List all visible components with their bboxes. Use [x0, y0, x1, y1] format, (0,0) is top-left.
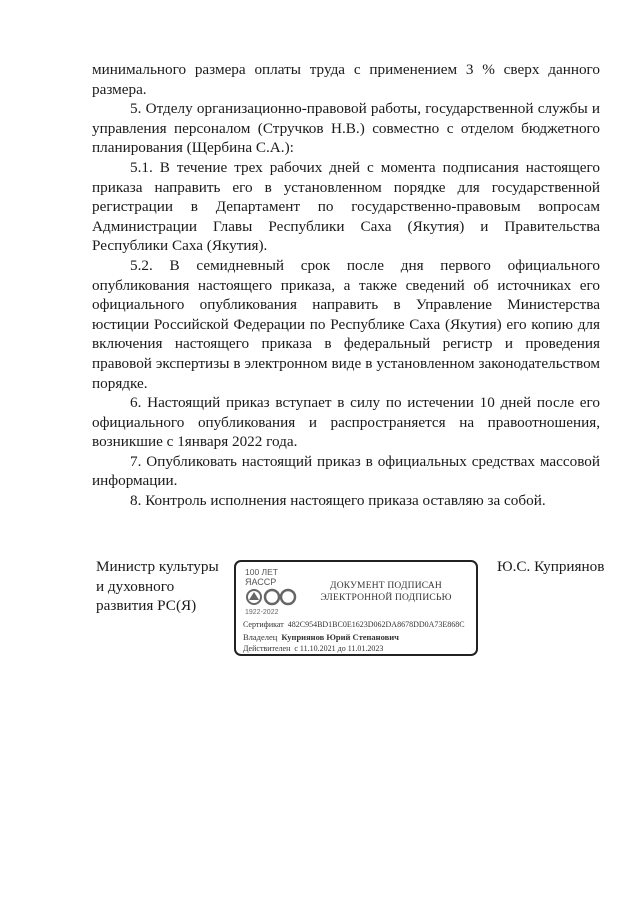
validity-line [243, 644, 383, 653]
signer-position-line: Министр культуры [96, 558, 219, 575]
validity-value: с 11.10.2021 до 11.01.2023 [294, 644, 384, 653]
logo-text-mid: ЯАССР [245, 577, 277, 587]
signer-name: Ю.С. Куприянов [497, 558, 605, 575]
paragraph-item-7: 7. Опубликовать настоящий приказ в официальных средствах массовой информации. [92, 452, 600, 490]
signer-position [96, 557, 219, 616]
paragraph-item-5-1: 5.1. В течение трех рабочих дней с момента подписания настоящего приказа направить его в установленном порядке для государственной регистрации в Департамент по государственно-правовым вопросам Администрации Главы Республики Саха (Якутия) и Правительства Республики Саха (Якутия). [92, 158, 600, 255]
certificate-label: Сертификат [243, 620, 284, 629]
stamp-title-line: ЭЛЕКТРОННОЙ ПОДПИСЬЮ [320, 593, 452, 603]
stamp-title-line: ДОКУМЕНТ ПОДПИСАН [330, 581, 442, 591]
paragraph-item-6: 6. Настоящий приказ вступает в силу по истечении 10 дней после его официального опубликования и распространяется на правоотношения, возникшие с 1января 2022 года. [92, 394, 600, 451]
paragraph-item-8: 8. Контроль исполнения настоящего приказа оставляю за собой. [130, 492, 546, 510]
signer-position-line: и духовного [96, 577, 175, 595]
paragraph-item-5: 5. Отделу организационно-правовой работы, государственной службы и управления персоналом (Стручков Н.В.) совместно с отделом бюджетного планирования (Щербина С.А.): [92, 100, 600, 157]
order-body [92, 60, 600, 511]
validity-label: Действителен [243, 644, 291, 653]
paragraph-continuation: минимального размера оплаты труда с применением 3 % сверх данного размера. [92, 61, 600, 98]
paragraph-item-5-2: 5.2. В семидневный срок после дня первого официального опубликования настоящего приказа, а также сведений об источниках его официального опубликования направить в Управление Министерства юстиции Российской Федерации по Республике Саха (Якутия) его копию для включения настоящего приказа в федеральный регистр и проведения правовой экспертизы в электронном виде в установленном законодательством порядке. [92, 256, 600, 392]
logo-years: 1922-2022 [245, 609, 279, 616]
owner-label: Владелец [243, 632, 278, 642]
certificate-line [243, 620, 465, 629]
stamp-title [296, 580, 476, 604]
owner-line [243, 632, 399, 642]
logo-text-top: 100 ЛЕТ [245, 567, 278, 577]
owner-value: Куприянов Юрий Степанович [281, 632, 399, 642]
signer-position-line: развития РС(Я) [96, 597, 197, 615]
electronic-signature-stamp [234, 560, 478, 656]
yassr-100-years-logo-icon [243, 566, 303, 618]
certificate-value: 482C954BD1BC0E1623D062DA8678DD0A73E868C [287, 620, 465, 629]
